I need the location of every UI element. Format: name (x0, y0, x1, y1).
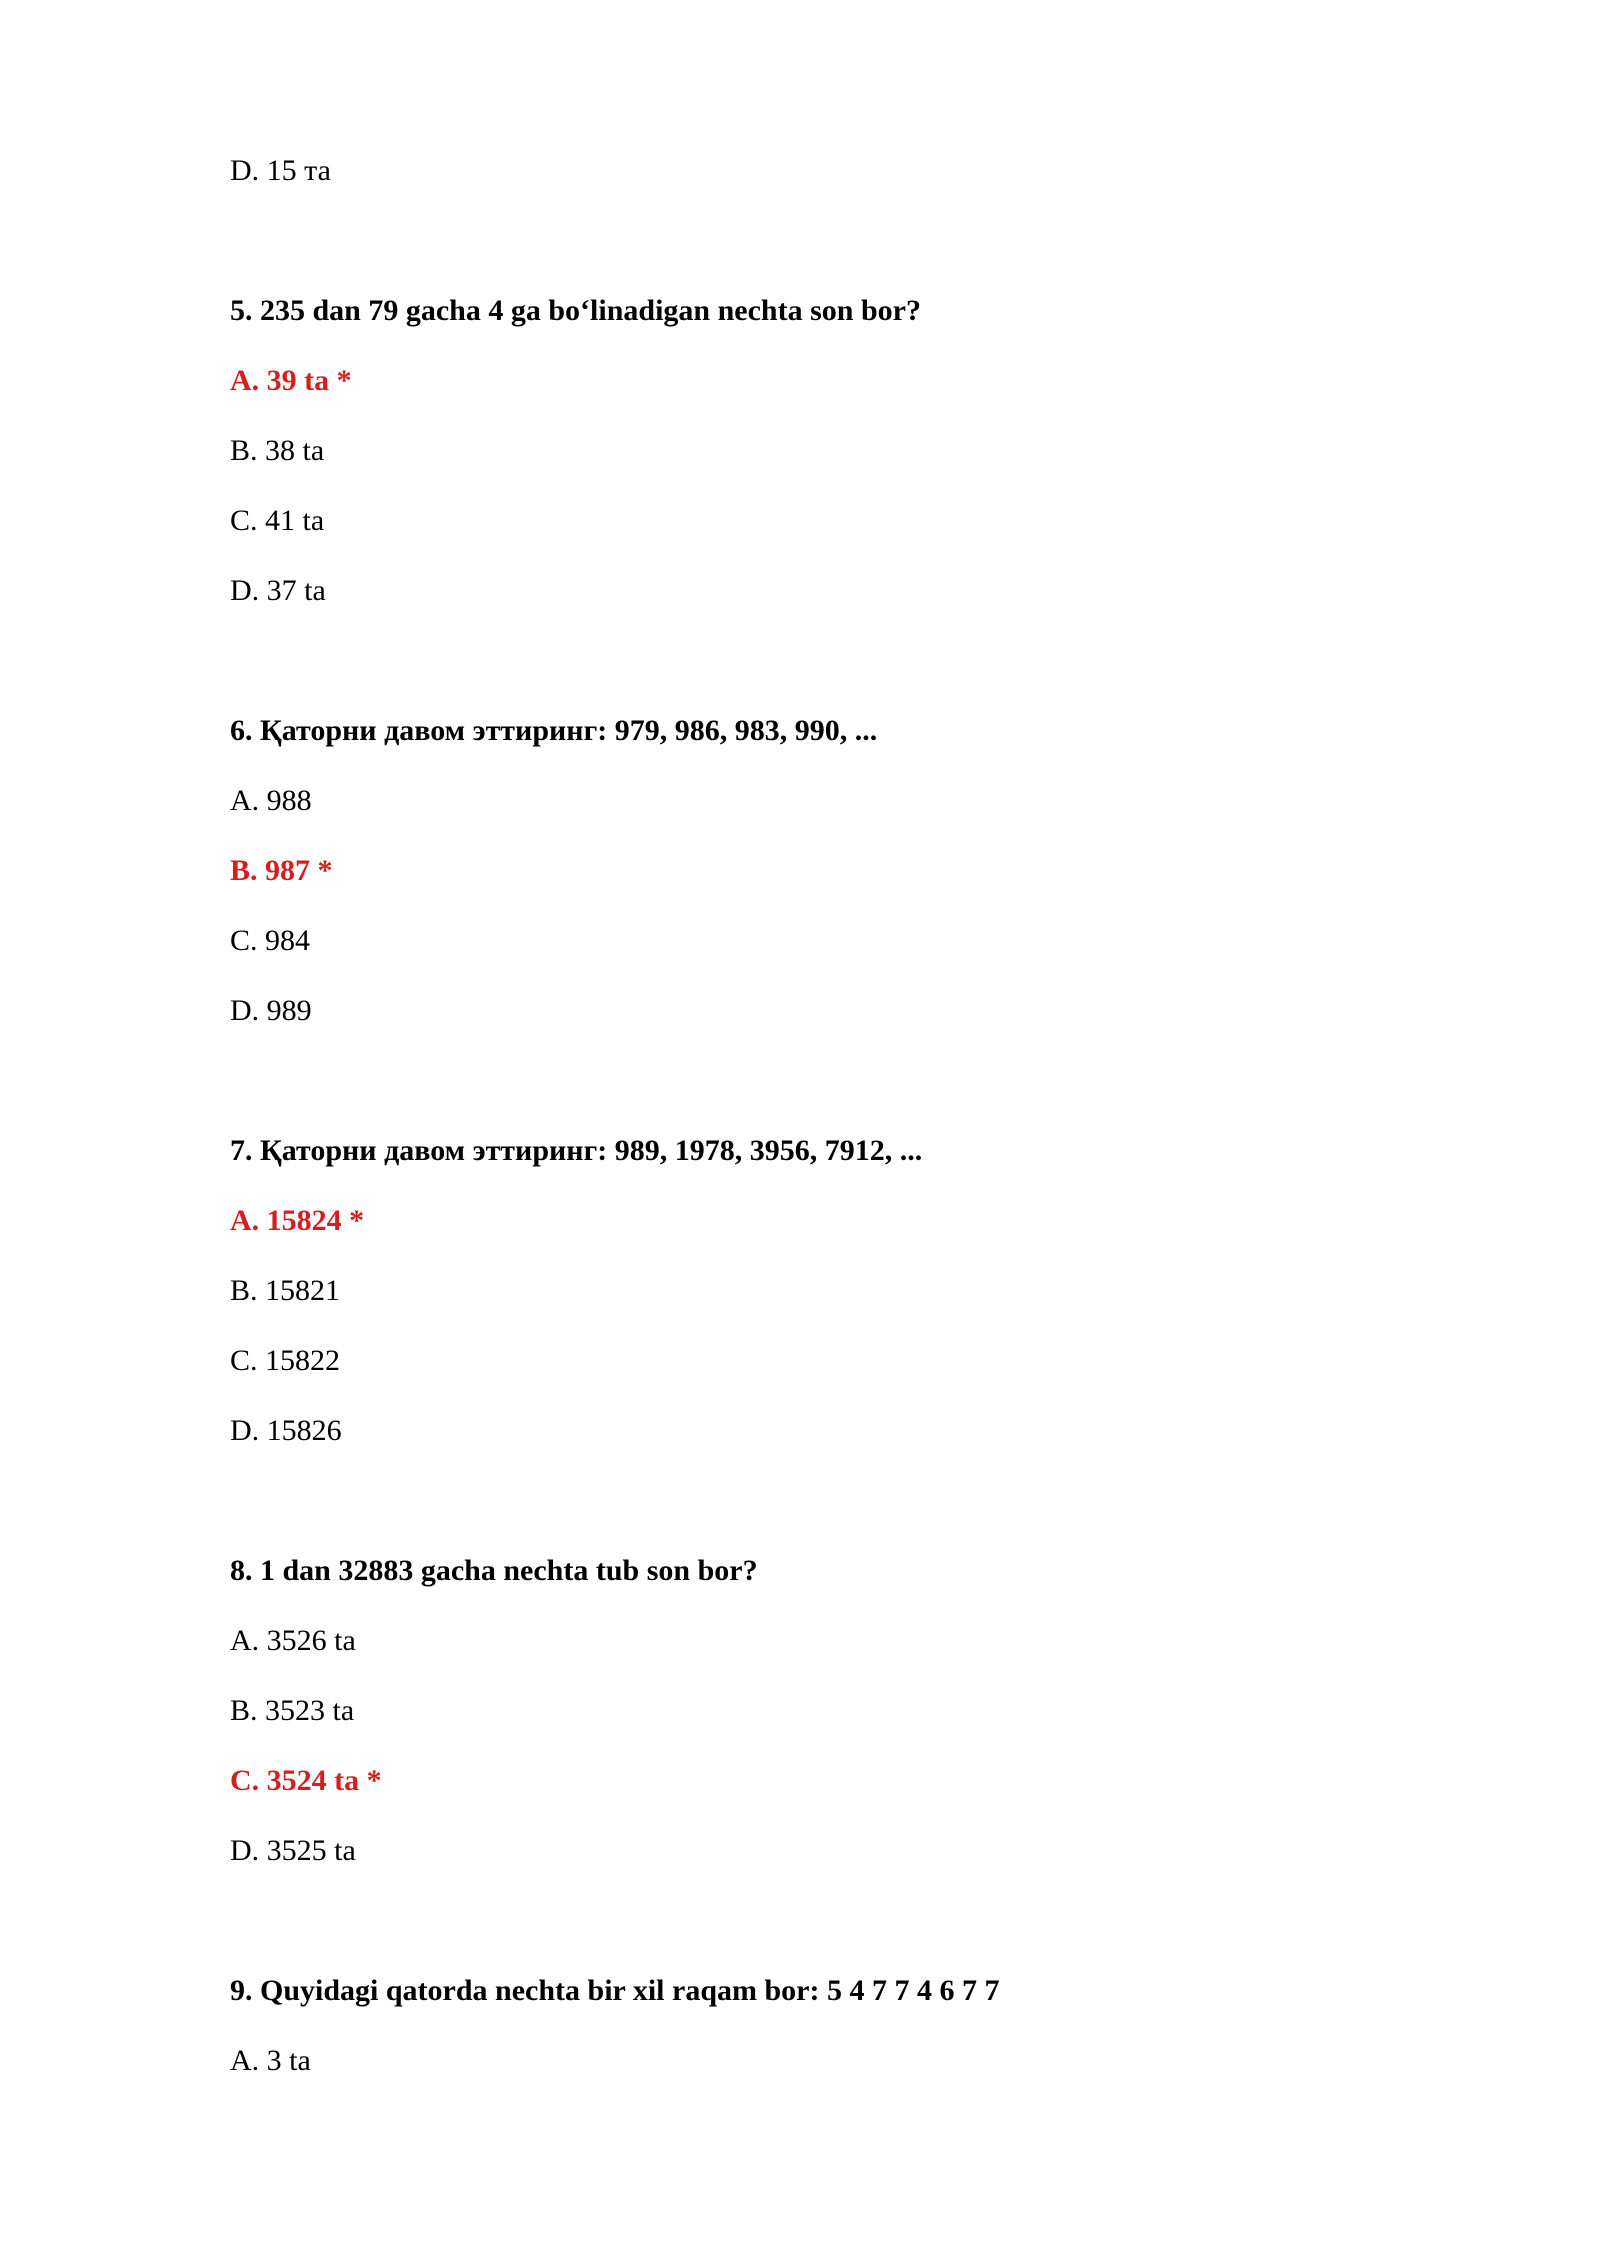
option-7b: B. 15821 (230, 1274, 341, 1307)
question-8: 8. 1 dan 32883 gacha nechta tub son bor? (230, 1554, 758, 1587)
option-5b: B. 38 ta (230, 434, 325, 467)
option-5a: A. 39 ta * (230, 364, 352, 397)
question-9: 9. Quyidagi qatorda nechta bir xil raqam bor: 5 4 7 7 4 6 7 7 (230, 1974, 1000, 2007)
option-7a: A. 15824 * (230, 1204, 365, 1237)
question-6: 6. Қаторни давом эттиринг: 979, 986, 983, 990, ... (230, 714, 878, 747)
option-6c: C. 984 (230, 924, 311, 957)
question-5: 5. 235 dan 79 gacha 4 ga bo‘linadigan nechta son bor? (230, 294, 921, 327)
option-7d: D. 15826 (230, 1414, 342, 1447)
option-8d: D. 3525 ta (230, 1834, 356, 1867)
option-6a: A. 988 (230, 784, 312, 817)
option-8b: B. 3523 ta (230, 1694, 355, 1727)
option-9a: A. 3 ta (230, 2044, 311, 2077)
option-4d: D. 15 та (230, 154, 331, 187)
option-6d: D. 989 (230, 994, 312, 1027)
option-6b: B. 987 * (230, 854, 333, 887)
option-8a: A. 3526 ta (230, 1624, 356, 1657)
question-7: 7. Қаторни давом эттиринг: 989, 1978, 3956, 7912, ... (230, 1134, 923, 1167)
option-7c: C. 15822 (230, 1344, 341, 1377)
option-5c: C. 41 ta (230, 504, 325, 537)
option-8c: C. 3524 ta * (230, 1764, 382, 1797)
option-5d: D. 37 ta (230, 574, 326, 607)
